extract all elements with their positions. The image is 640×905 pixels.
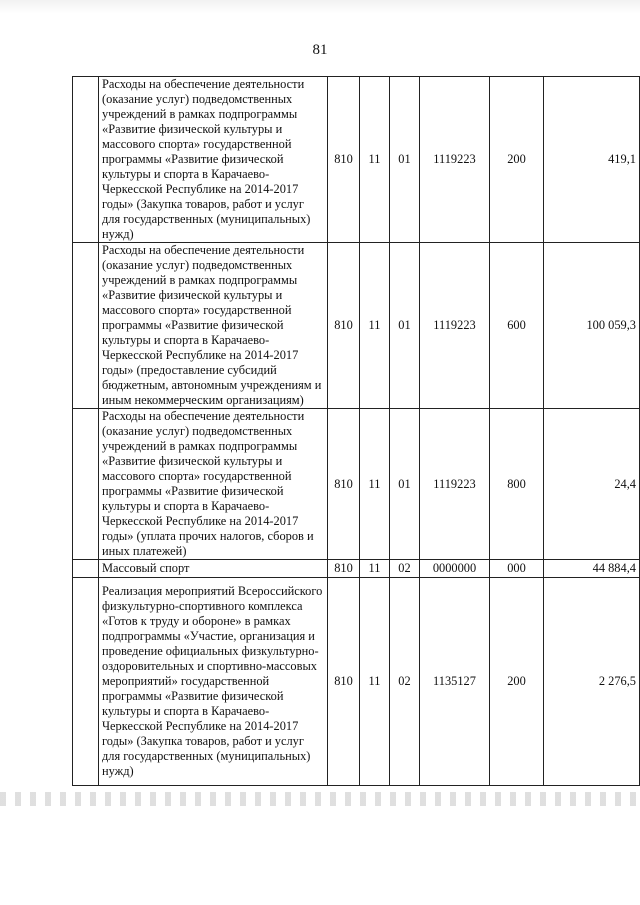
amount-cell: 44 884,4 [544,560,640,578]
expense-type-cell: 200 [490,77,544,243]
scan-edge-bottom [0,792,640,806]
ministry-code-cell: 810 [328,560,360,578]
section-code-cell: 11 [360,409,390,560]
ministry-code-cell: 810 [328,243,360,409]
subsection-code-cell: 02 [390,560,420,578]
expense-type-cell: 600 [490,243,544,409]
section-code-cell: 11 [360,77,390,243]
subsection-code-cell: 01 [390,243,420,409]
expense-name-cell: Расходы на обеспечение деятельности (оказание услуг) подведомственных учреждений в рамках подпрограммы «Развитие физической культуры и массового спорта» государственной программы «Развитие физической культуры и спорта в Карачаево-Черкесской Республике на 2014-2017 годы» (предоставление субсидий бюджетным, автономным учреждениям и иным некоммерческим организациям) [99,243,328,409]
budget-table [72,76,640,786]
target-article-cell: 1135127 [420,578,490,786]
subsection-code-cell: 01 [390,77,420,243]
subsection-code-cell: 02 [390,578,420,786]
table-row [73,243,640,409]
expense-type-cell: 800 [490,409,544,560]
amount-cell: 100 059,3 [544,243,640,409]
table-row [73,560,640,578]
row-number-cell [73,578,99,786]
expense-name-cell: Расходы на обеспечение деятельности (оказание услуг) подведомственных учреждений в рамках подпрограммы «Развитие физической культуры и массового спорта» государственной программы «Развитие физической культуры и спорта в Карачаево-Черкесской Республике на 2014-2017 годы» (Закупка товаров, работ и услуг для государственных (муниципальных) нужд) [99,77,328,243]
expense-name-cell: Расходы на обеспечение деятельности (оказание услуг) подведомственных учреждений в рамках подпрограммы «Развитие физической культуры и массового спорта» государственной программы «Развитие физической культуры и спорта в Карачаево-Черкесской Республике на 2014-2017 годы» (уплата прочих налогов, сборов и иных платежей) [99,409,328,560]
table-row [73,409,640,560]
row-number-cell [73,243,99,409]
page-number: 81 [312,42,328,58]
amount-cell: 2 276,5 [544,578,640,786]
target-article-cell: 1119223 [420,77,490,243]
target-article-cell: 1119223 [420,243,490,409]
scan-edge-top [0,0,640,14]
section-code-cell: 11 [360,243,390,409]
target-article-cell: 0000000 [420,560,490,578]
section-code-cell: 11 [360,560,390,578]
expense-name-cell: Массовый спорт [99,560,328,578]
subsection-code-cell: 01 [390,409,420,560]
row-number-cell [73,409,99,560]
ministry-code-cell: 810 [328,578,360,786]
amount-cell: 419,1 [544,77,640,243]
expense-type-cell: 000 [490,560,544,578]
row-number-cell [73,77,99,243]
target-article-cell: 1119223 [420,409,490,560]
table-row [73,578,640,786]
amount-cell: 24,4 [544,409,640,560]
expense-name-cell: Реализация мероприятий Всероссийского физкультурно-спортивного комплекса «Готов к труду и обороне» в рамках подпрограммы «Участие, организация и проведение официальных физкультурно-оздоровительных и спортивно-массовых мероприятий» государственной программы «Развитие физической культуры и спорта в Карачаево-Черкесской Республике на 2014-2017 годы» (Закупка товаров, работ и услуг для государственных (муниципальных) нужд) [99,578,328,786]
table-row [73,77,640,243]
ministry-code-cell: 810 [328,409,360,560]
ministry-code-cell: 810 [328,77,360,243]
expense-type-cell: 200 [490,578,544,786]
row-number-cell [73,560,99,578]
section-code-cell: 11 [360,578,390,786]
